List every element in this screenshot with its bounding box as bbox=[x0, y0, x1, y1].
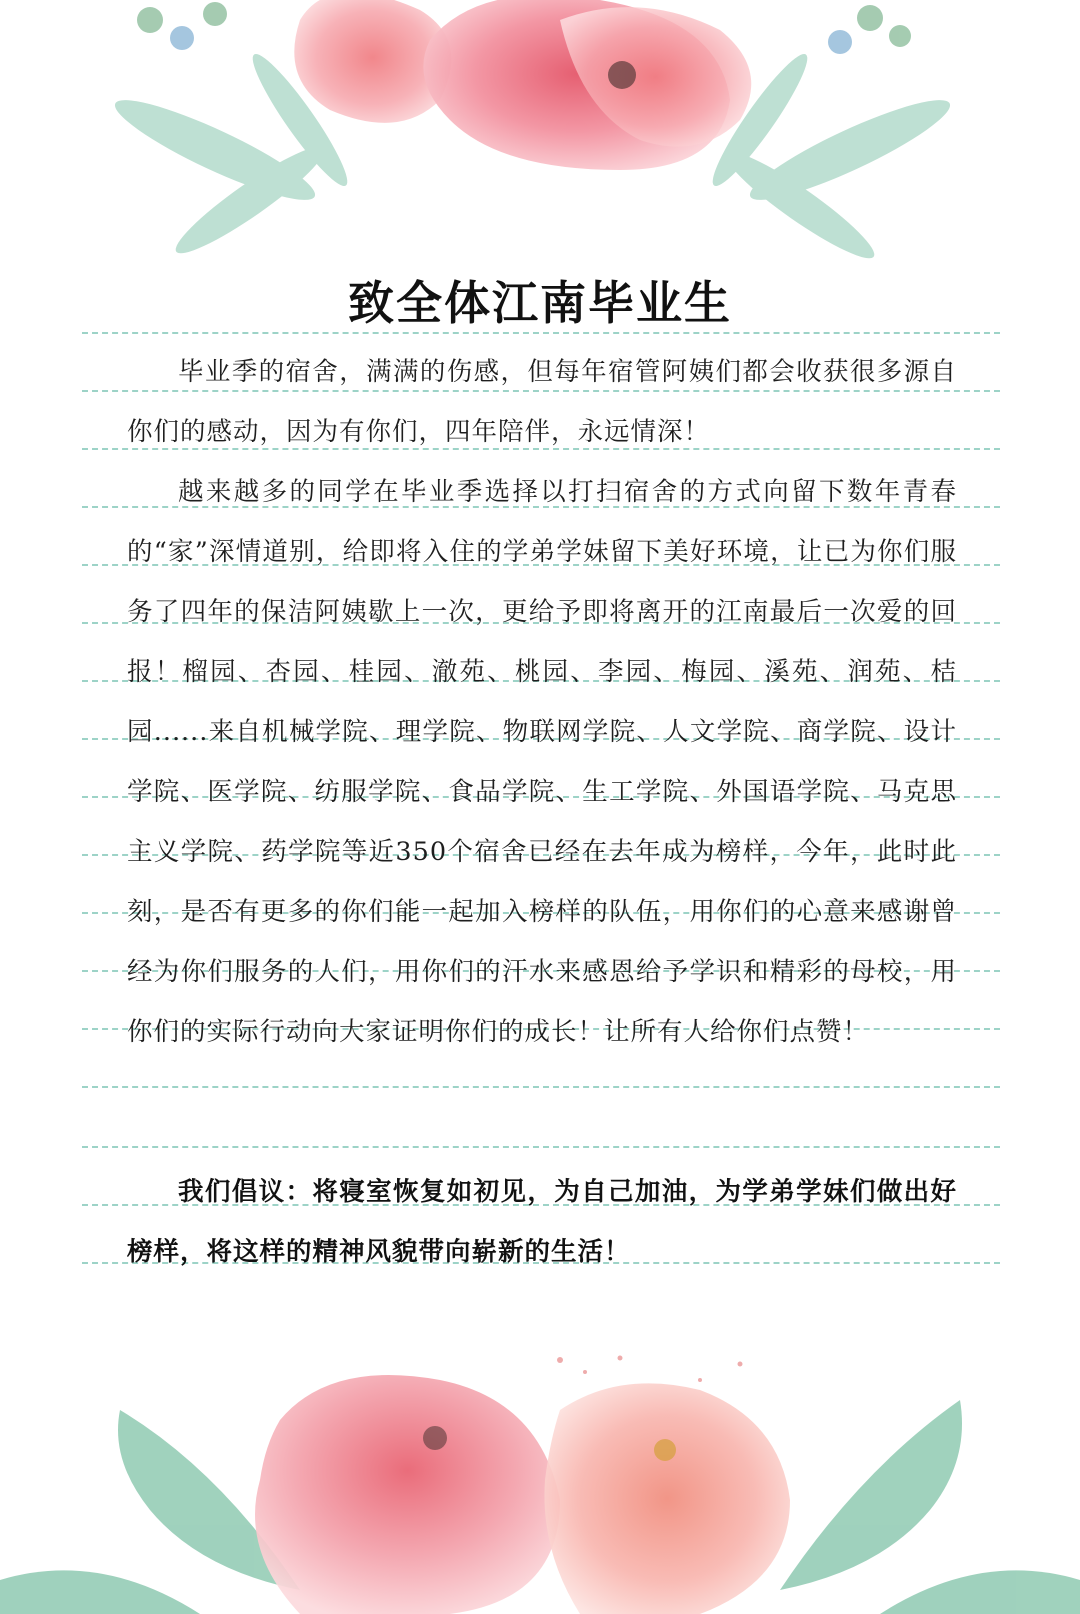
rose-center bbox=[654, 1439, 676, 1461]
ruled-line bbox=[82, 1086, 1000, 1088]
letter-paragraph: 毕业季的宿舍，满满的伤感，但每年宿管阿姨们都会收获很多源自你们的感动，因为有你们，四年陪伴，永远情深！ bbox=[127, 357, 957, 447]
paint-dot bbox=[618, 1356, 623, 1361]
rose bbox=[544, 1383, 790, 1614]
rose-center bbox=[608, 61, 636, 89]
ruled-line bbox=[82, 1146, 1000, 1148]
paint-dot bbox=[698, 1378, 702, 1382]
top-floral-decoration bbox=[0, 0, 1080, 270]
letter-title: 致全体江南毕业生 bbox=[348, 276, 732, 330]
letter-paragraph: 越来越多的同学在毕业季选择以打扫宿舍的方式向留下数年青春的“家”深情道别，给即将入住的学弟学妹留下美好环境，让已为你们服务了四年的保洁阿姨歇上一次，更给予即将离开的江南最后一次爱的回报！榴园、杏园、桂园、澈苑、桃园、李园、梅园、溪苑、润苑、桔园......来自机械学院、理学院、物联网学院、人文学院、商学院、设计学院、医学院、纺服学院、食品学院、生工学院、外国语学院、马克思主义学院、药学院等近350个宿舍已经在去年成为榜样，今年，此时此刻，是否有更多的你们能一起加入榜样的队伍，用你们的心意来感谢曾经为你们服务的人们，用你们的汗水来感恩给予学识和精彩的母校，用你们的实际行动向大家证明你们的成长！让所有人给你们点赞！ bbox=[127, 477, 957, 1047]
berry bbox=[828, 30, 852, 54]
berry bbox=[137, 7, 163, 33]
rose-center bbox=[423, 1426, 447, 1450]
berry bbox=[857, 5, 883, 31]
ruled-line bbox=[82, 332, 1000, 334]
paint-dot bbox=[738, 1362, 743, 1367]
rose bbox=[255, 1375, 560, 1614]
berry bbox=[203, 2, 227, 26]
proposal-paragraph: 我们倡议：将寝室恢复如初见，为自己加油，为学弟学妹们做出好榜样，将这样的精神风貌带向崭新的生活！ bbox=[127, 1177, 957, 1267]
berry bbox=[889, 25, 911, 47]
leaf bbox=[880, 1570, 1080, 1614]
leaf bbox=[0, 1570, 200, 1614]
berry bbox=[170, 26, 194, 50]
bottom-floral-decoration bbox=[0, 1350, 1080, 1614]
paint-dot bbox=[557, 1357, 563, 1363]
leaf bbox=[780, 1400, 962, 1590]
paint-dot bbox=[583, 1370, 587, 1374]
